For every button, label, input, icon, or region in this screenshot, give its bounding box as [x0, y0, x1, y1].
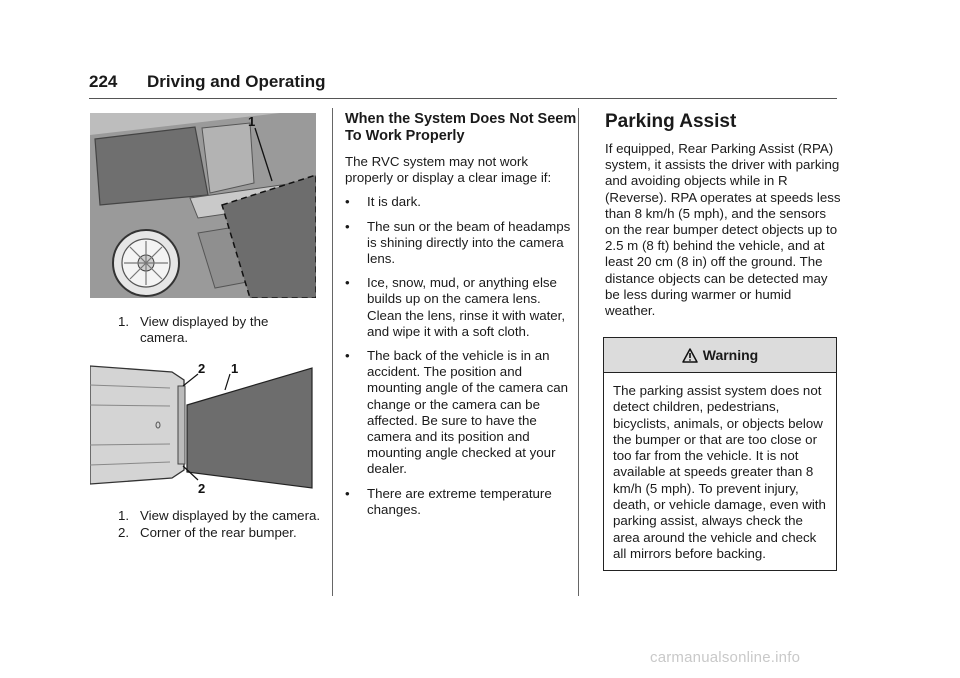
figure2-callout-2-bottom: 2 — [198, 481, 206, 495]
caption-item — [118, 314, 318, 345]
figure1-callout-1: 1 — [248, 114, 256, 129]
bullet-marker: • — [345, 275, 350, 291]
list-item — [345, 486, 577, 518]
parking-assist-heading: Parking Assist — [605, 111, 737, 132]
bullet-text: The sun or the beam of headamps is shining directly into the camera lens. — [367, 218, 571, 267]
caption-text: View displayed by the camera. — [140, 314, 269, 345]
list-item — [345, 219, 577, 268]
figure2-callout-1: 1 — [231, 361, 239, 376]
watermark: carmanualsonline.info — [650, 649, 801, 666]
bullet-marker: • — [345, 194, 350, 210]
caption-text: View displayed by the camera. — [140, 508, 321, 523]
caption-item — [118, 525, 328, 541]
warning-header — [604, 338, 836, 373]
bullet-text: Ice, snow, mud, or anything else builds up on the camera lens. Clean the lens, rinse it with water, and wipe it with a soft cloth. — [367, 275, 566, 339]
warning-body: The parking assist system does not detect children, pedestrians, bicyclists, animals, or objects below the bumper or that are too close or too far from the vehicle. It is not available at speeds greater than 8 km/h (5 mph). To prevent injury, death, or vehicle damage, even with parking assist, always check the area around the vehicle and check all mirrors before backing. — [613, 383, 826, 561]
troubleshoot-heading: When the System Does Not Seem To Work Properly — [345, 111, 577, 144]
warning-title: Warning — [702, 347, 759, 363]
figure2-callout-2-top: 2 — [198, 361, 206, 376]
list-item — [345, 275, 577, 340]
column-divider-left — [332, 108, 333, 596]
page-number: 224 — [89, 72, 118, 91]
rear-camera-view-illustration — [90, 113, 316, 298]
list-item — [345, 348, 577, 478]
caption-text: Corner of the rear bumper. — [140, 524, 297, 540]
bullet-text: There are extreme temperature changes. — [367, 485, 552, 517]
troubleshoot-section — [345, 111, 577, 526]
bullet-text: The back of the vehicle is in an accident. The position and mounting angle of the camera can change or the camera can be affected. Be sure to have the camera and its position and mounting angle checked at your dealer. — [367, 348, 569, 477]
list-item — [345, 194, 577, 210]
bullet-marker: • — [345, 348, 350, 364]
figure2-caption — [118, 508, 328, 541]
caption-number: 1. — [118, 508, 130, 523]
troubleshoot-intro: The RVC system may not work properly or display a clear image if: — [345, 154, 552, 186]
bullet-marker: • — [345, 485, 350, 501]
warning-box — [603, 337, 837, 571]
parking-assist-body: If equipped, Rear Parking Assist (RPA) system, it assists the driver with parking and avoiding objects while in R (Reverse). RPA operates at speeds less than 8 km/h (5 mph), and the sensors on the rear bumper detect objects up to 2.5 m (8 ft) behind the vehicle, and at least 20 cm (8 in) off the ground. The distance objects can be detected may be less during warmer or humid weather. — [605, 141, 841, 319]
section-title: Driving and Operating — [147, 72, 326, 91]
column-divider-right — [578, 108, 579, 596]
caption-item — [118, 508, 328, 524]
figure1-caption — [118, 314, 318, 346]
caption-number: 2. — [118, 524, 130, 540]
parking-assist-section — [605, 111, 841, 327]
bullet-marker: • — [345, 218, 350, 234]
page-header — [89, 70, 837, 99]
rear-bumper-top-view-illustration — [90, 360, 316, 495]
warning-triangle-icon — [682, 348, 698, 363]
caption-number: 1. — [118, 314, 130, 329]
bullet-text: It is dark. — [367, 194, 421, 210]
